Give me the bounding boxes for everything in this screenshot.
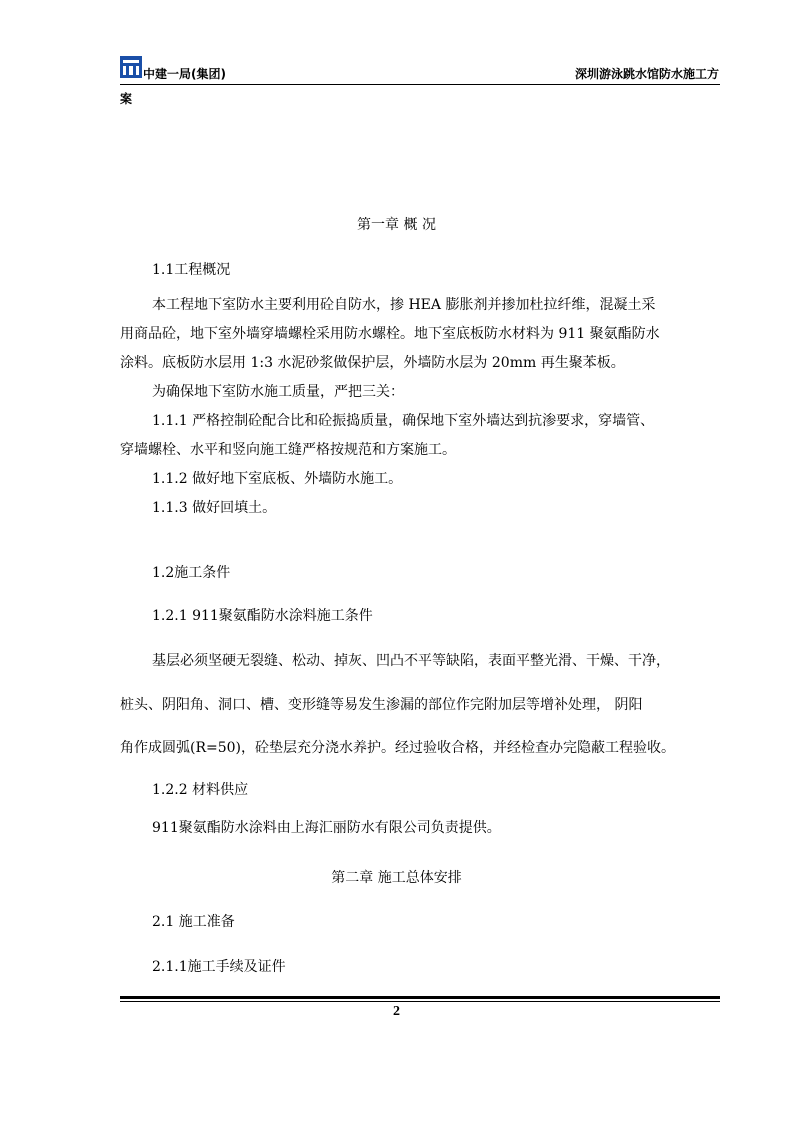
paragraph-3-line-1: 基层必须坚硬无裂缝、松动、掉灰、凹凸不平等缺陷，表面平整光滑、干燥、干净， xyxy=(152,653,670,669)
item-1-1-3: 1.1.3 做好回填土。 xyxy=(152,500,277,516)
chapter-2-title: 第二章 施工总体安排 xyxy=(331,870,462,886)
item-1-1-2: 1.1.2 做好地下室底板、外墙防水施工。 xyxy=(152,471,403,487)
footer-divider-thin xyxy=(120,1001,720,1002)
header-doc-title-wrap: 案 xyxy=(120,92,133,106)
paragraph-1-line-2: 用商品砼，地下室外墙穿墙螺栓采用防水螺栓。地下室底板防水材料为 911 聚氨酯防水 xyxy=(120,326,660,342)
chapter-1-title: 第一章 概 况 xyxy=(357,217,436,233)
paragraph-3-line-3: 角作成圆弧(R=50)，砼垫层充分浇水养护。经过验收合格，并经检查办完隐蔽工程验收。 xyxy=(120,740,676,756)
header-company: 中建一局(集团) xyxy=(143,67,226,81)
paragraph-1-line-3: 涂料。底板防水层用 1:3 水泥砂浆做保护层，外墙防水层为 20mm 再生聚苯板。 xyxy=(120,355,625,371)
paragraph-1-line-1: 本工程地下室防水主要利用砼自防水，掺 HEA 膨胀剂并掺加杜拉纤维，混凝土采 xyxy=(152,297,656,313)
section-1-2-1-heading: 1.2.1 911聚氨酯防水涂料施工条件 xyxy=(152,608,373,624)
item-1-1-1-line-2: 穿墙螺栓、水平和竖向施工缝严格按规范和方案施工。 xyxy=(120,442,456,458)
company-logo-icon xyxy=(120,56,142,78)
header-doc-title: 深圳游泳跳水馆防水施工方 xyxy=(574,67,719,81)
paragraph-2: 为确保地下室防水施工质量，严把三关： xyxy=(152,384,404,400)
page-number: 2 xyxy=(393,1004,400,1019)
paragraph-3-line-2: 桩头、阴阳角、洞口、槽、变形缝等易发生渗漏的部位作完附加层等增补处理， 阴阳 xyxy=(120,697,643,713)
section-1-1-heading: 1.1工程概况 xyxy=(152,262,231,278)
section-1-2-heading: 1.2施工条件 xyxy=(152,565,231,581)
section-1-2-2-heading: 1.2.2 材料供应 xyxy=(152,782,249,798)
header-divider xyxy=(120,84,720,85)
footer-divider-thick xyxy=(120,996,720,999)
section-2-1-heading: 2.1 施工准备 xyxy=(152,914,235,930)
section-2-1-1-heading: 2.1.1施工手续及证件 xyxy=(152,959,286,975)
paragraph-4: 911聚氨酯防水涂料由上海汇丽防水有限公司负责提供。 xyxy=(152,820,501,836)
item-1-1-1-line-1: 1.1.1 严格控制砼配合比和砼振捣质量，确保地下室外墙达到抗渗要求，穿墙管、 xyxy=(152,413,655,429)
